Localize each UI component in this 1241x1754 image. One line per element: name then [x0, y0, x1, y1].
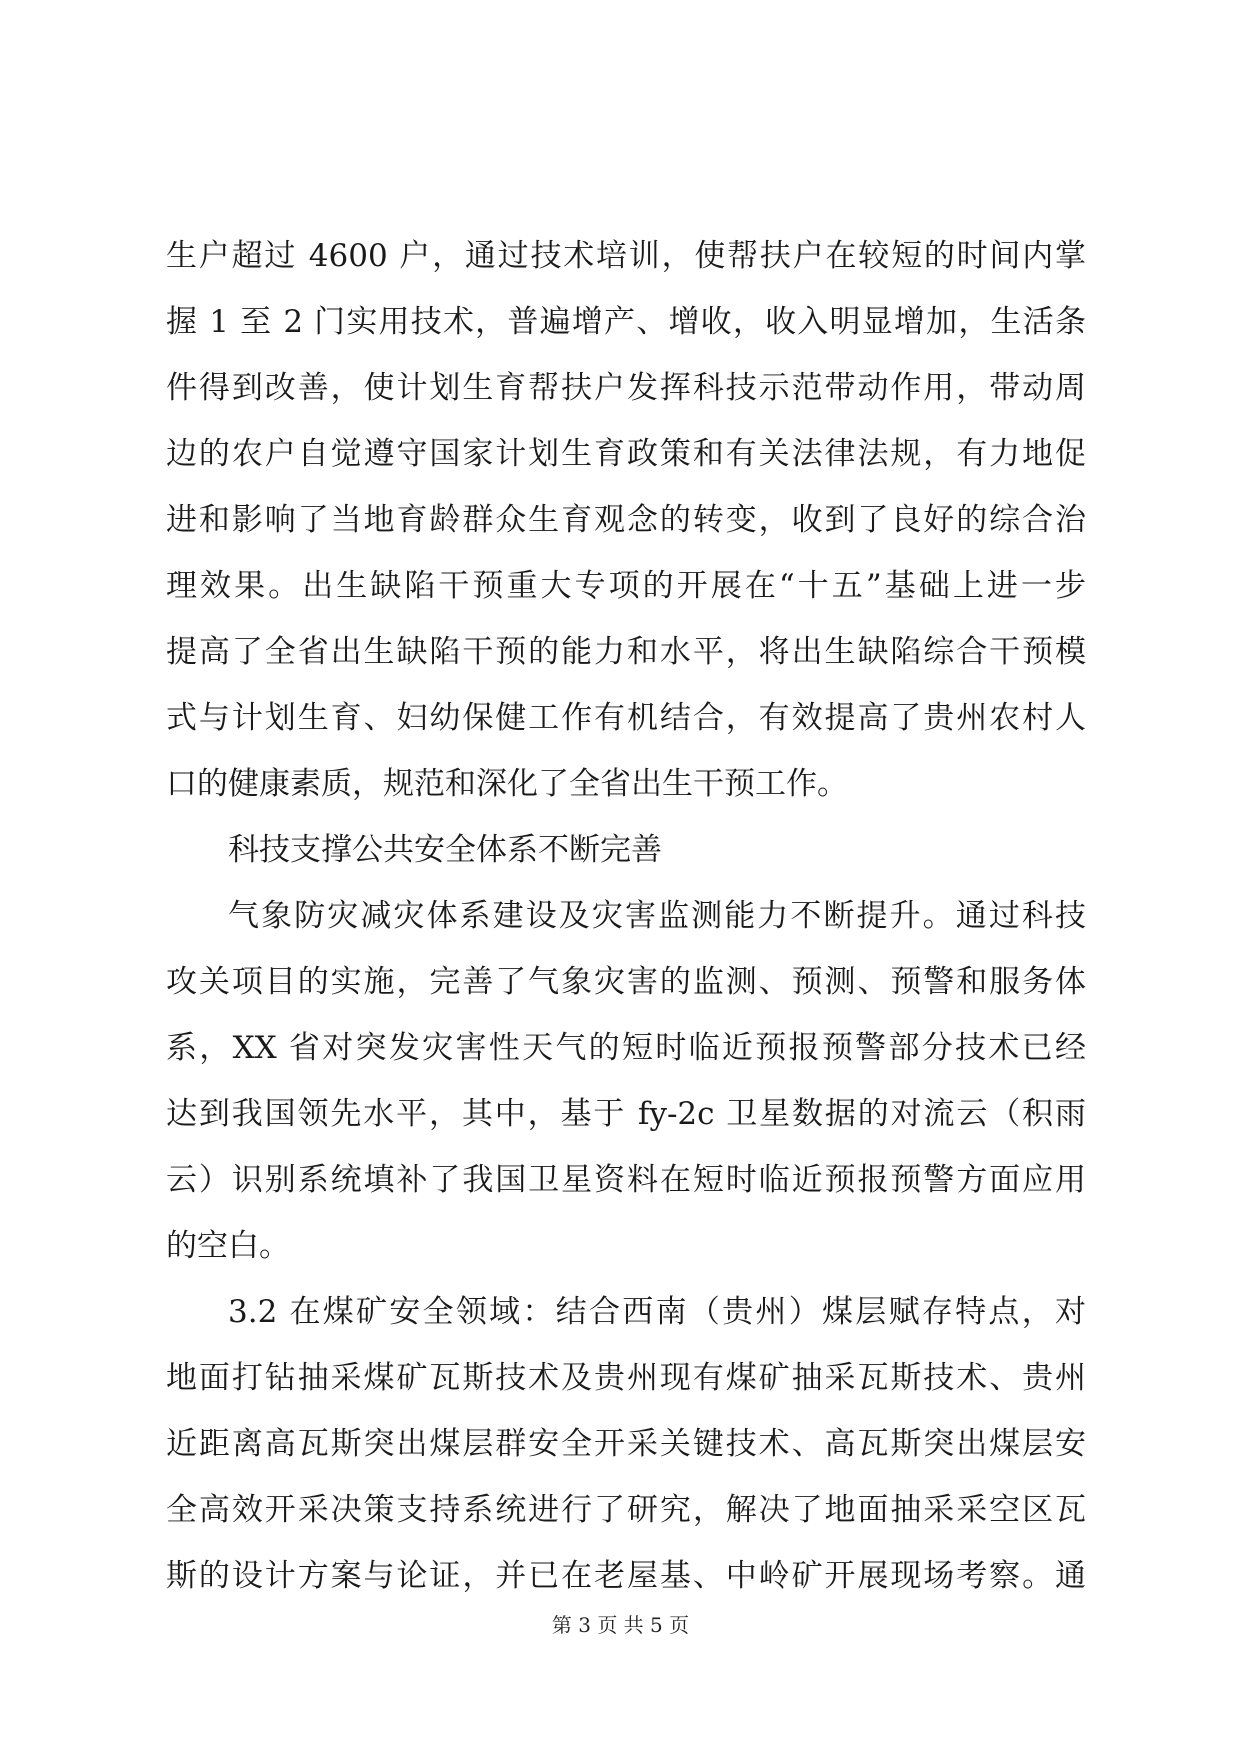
- body-text-line: 生户超过 4600 户，通过技术培训，使帮扶户在较短的时间内掌: [166, 238, 1086, 274]
- body-text-line: 边的农户自觉遵守国家计划生育政策和有关法律法规，有力地促: [166, 436, 1086, 472]
- body-text-line: 的空白。: [166, 1228, 290, 1264]
- body-text-line: 斯的设计方案与论证，并已在老屋基、中岭矿开展现场考察。通: [166, 1558, 1086, 1594]
- section-heading: 科技支撑公共安全体系不断完善: [228, 832, 662, 868]
- body-text-line: 系，XX 省对突发灾害性天气的短时临近预报预警部分技术已经: [166, 1030, 1086, 1066]
- body-text-line: 口的健康素质，规范和深化了全省出生干预工作。: [166, 766, 848, 802]
- body-text-line: 式与计划生育、妇幼保健工作有机结合，有效提高了贵州农村人: [166, 700, 1086, 736]
- page-footer: 第 3 页 共 5 页: [551, 1613, 690, 1637]
- body-text-line: 全高效开采决策支持系统进行了研究，解决了地面抽采采空区瓦: [166, 1492, 1086, 1528]
- body-text-line: 件得到改善，使计划生育帮扶户发挥科技示范带动作用，带动周: [166, 370, 1086, 406]
- body-text-line: 达到我国领先水平，其中，基于 fy-2c 卫星数据的对流云（积雨: [166, 1096, 1086, 1132]
- body-text-line: 攻关项目的实施，完善了气象灾害的监测、预测、预警和服务体: [166, 964, 1086, 1000]
- body-text-line: 地面打钻抽采煤矿瓦斯技术及贵州现有煤矿抽采瓦斯技术、贵州: [166, 1360, 1086, 1396]
- body-text-line: 3.2 在煤矿安全领域：结合西南（贵州）煤层赋存特点，对: [228, 1294, 1086, 1330]
- body-text-line: 提高了全省出生缺陷干预的能力和水平，将出生缺陷综合干预模: [166, 634, 1086, 670]
- body-text-line: 云）识别系统填补了我国卫星资料在短时临近预报预警方面应用: [166, 1162, 1086, 1198]
- body-text-line: 气象防灾减灾体系建设及灾害监测能力不断提升。通过科技: [228, 898, 1086, 934]
- body-text-line: 握 1 至 2 门实用技术，普遍增产、增收，收入明显增加，生活条: [166, 304, 1086, 340]
- body-text-line: 理效果。出生缺陷干预重大专项的开展在“十五”基础上进一步: [166, 568, 1086, 604]
- body-text-line: 进和影响了当地育龄群众生育观念的转变，收到了良好的综合治: [166, 502, 1086, 538]
- body-text-line: 近距离高瓦斯突出煤层群安全开采关键技术、高瓦斯突出煤层安: [166, 1426, 1086, 1462]
